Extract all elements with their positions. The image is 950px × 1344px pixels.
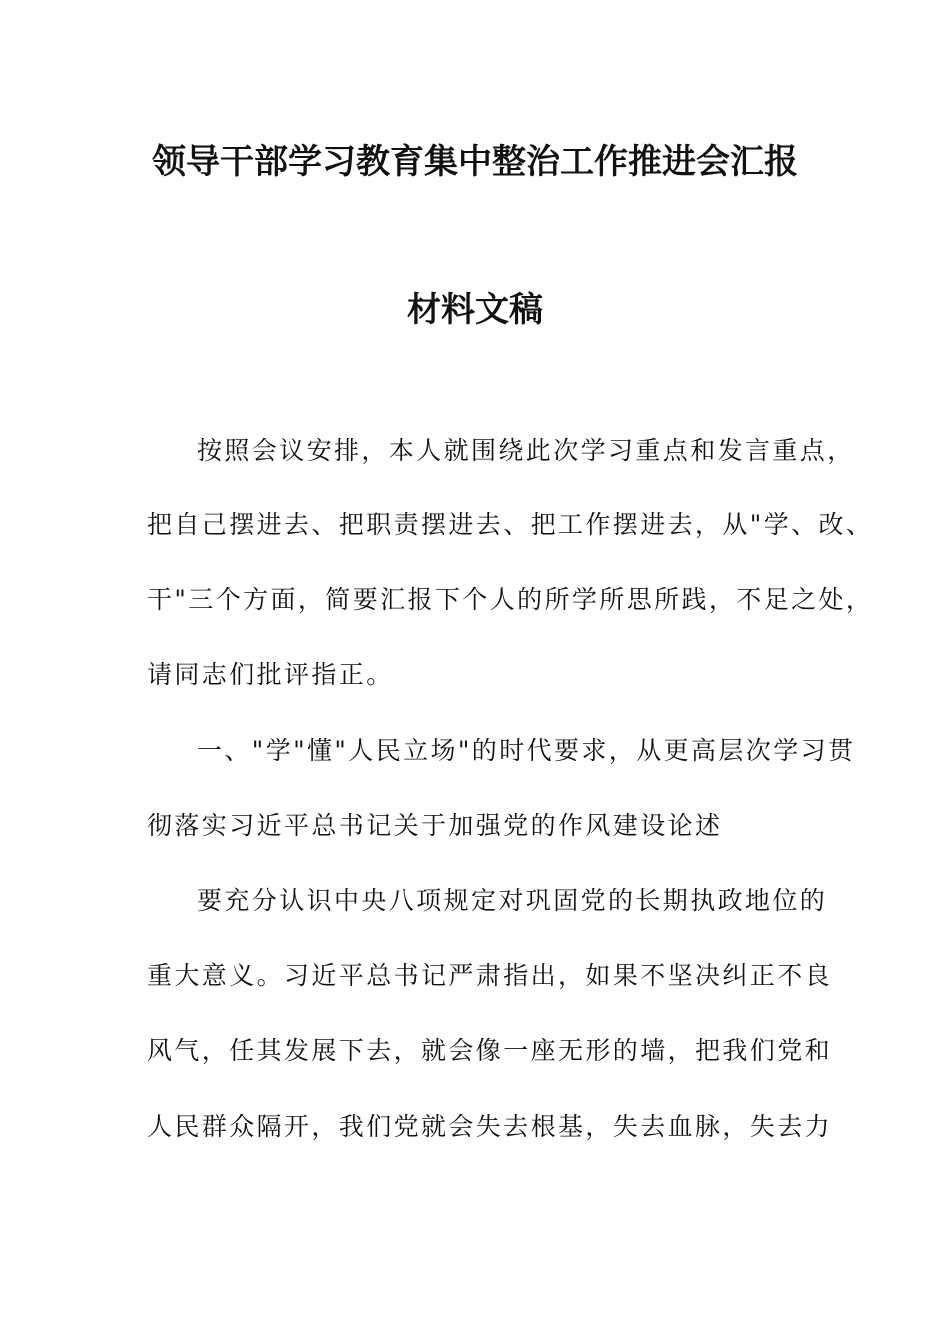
- paragraph-2-line-1: 要充分认识中央八项规定对巩固党的长期执政地位的: [197, 886, 828, 915]
- document-title-line-1: 领导干部学习教育集中整治工作推进会汇报: [152, 142, 798, 182]
- section-heading-line-2: 彻落实习近平总书记关于加强党的作风建设论述: [147, 811, 723, 840]
- section-heading-line-1: 一、"学"懂"人民立场"的时代要求，从更高层次学习贯: [197, 736, 856, 765]
- paragraph-1-line-1: 按照会议安排，本人就围绕此次学习重点和发言重点，: [197, 436, 855, 465]
- paragraph-2-line-4: 人民群众隔开，我们党就会失去根基，失去血脉，失去力: [147, 1112, 833, 1141]
- paragraph-2-line-3: 风气，任其发展下去，就会像一座无形的墙，把我们党和: [147, 1036, 833, 1065]
- paragraph-1-line-2: 把自己摆进去、把职责摆进去、把工作摆进去，从"学、改、: [147, 510, 874, 539]
- paragraph-2-line-2: 重大意义。习近平总书记严肃指出，如果不坚决纠正不良: [147, 961, 833, 990]
- document-title-line-2: 材料文稿: [407, 290, 543, 330]
- paragraph-1-line-3: 干"三个方面，简要汇报下个人的所学所思所践，不足之处，: [147, 585, 874, 614]
- paragraph-1-line-4: 请同志们批评指正。: [147, 660, 394, 689]
